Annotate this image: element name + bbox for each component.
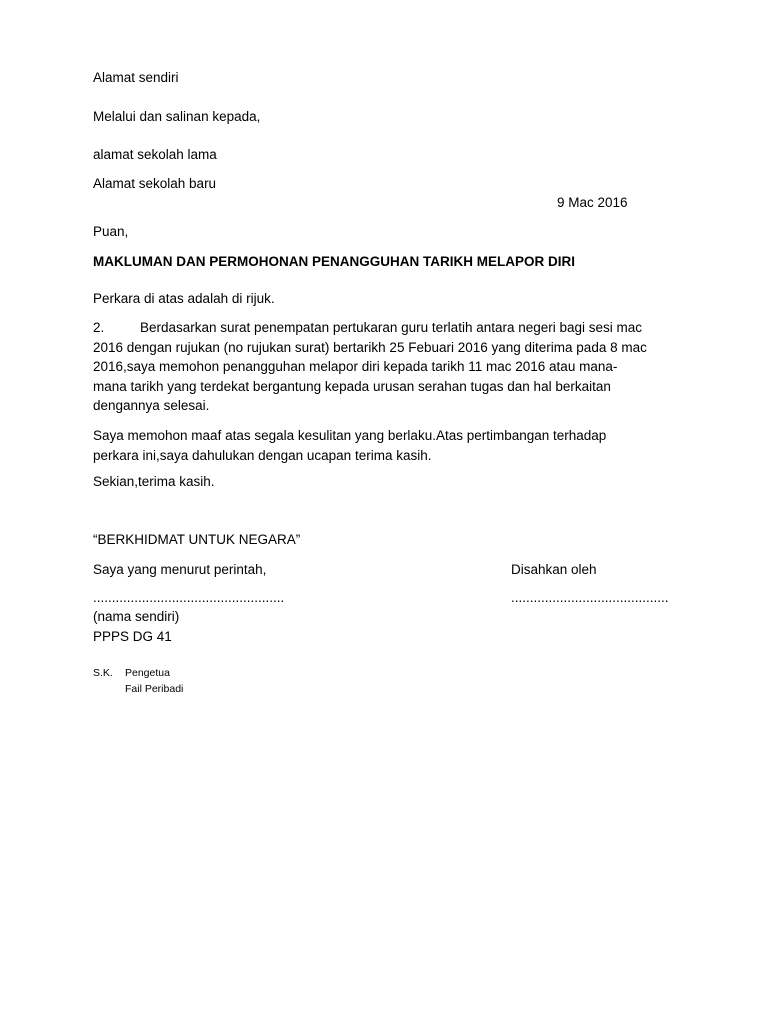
reference-line: Perkara di atas adalah di rijuk. xyxy=(93,291,275,306)
old-school-address: alamat sekolah lama xyxy=(93,147,217,162)
paragraph-2-line: 2016,saya memohon penangguhan melapor diri kepada tarikh 11 mac 2016 atau mana- xyxy=(93,359,618,374)
letter-subject: MAKLUMAN DAN PERMOHONAN PENANGGUHAN TARIKH MELAPOR DIRI xyxy=(93,254,575,269)
via-copy-line: Melalui dan salinan kepada, xyxy=(93,109,261,124)
signoff: Saya yang menurut perintah, xyxy=(93,562,267,577)
sender-grade: PPPS DG 41 xyxy=(93,629,172,644)
paragraph-3-line: perkara ini,saya dahulukan dengan ucapan terima kasih. xyxy=(93,447,432,463)
cc-recipient: Fail Peribadi xyxy=(125,683,184,695)
paragraph-2 xyxy=(93,318,653,416)
sender-name: (nama sendiri) xyxy=(93,609,180,624)
paragraph-2-line: 2. Berdasarkan surat penempatan pertukaran guru terlatih antara negeri bagi sesi mac xyxy=(93,318,653,338)
closing-line: Sekian,terima kasih. xyxy=(93,474,215,489)
cc-recipient: Pengetua xyxy=(125,667,170,679)
paragraph-3-line: Saya memohon maaf atas segala kesulitan yang berlaku.Atas pertimbangan terhadap xyxy=(93,428,607,443)
paragraph-number: 2. xyxy=(93,320,105,335)
paragraph-2-line: mana tarikh yang terdekat bergantung kepada urusan serahan tugas dan hal berkaitan xyxy=(93,378,611,394)
motto: “BERKHIDMAT UNTUK NEGARA” xyxy=(93,532,301,547)
signature-line-right: .......................................... xyxy=(511,590,669,605)
signature-line-left: ................................................... xyxy=(93,590,285,605)
cc-label: S.K. xyxy=(93,667,113,679)
paragraph-3 xyxy=(93,426,653,465)
paragraph-2-line: 2016 dengan rujukan (no rujukan surat) bertarikh 25 Febuari 2016 yang diterima pada 8 mac xyxy=(93,339,647,355)
new-school-address: Alamat sekolah baru xyxy=(93,176,217,191)
paragraph-2-line: dengannya selesai. xyxy=(93,398,210,413)
sender-address: Alamat sendiri xyxy=(93,70,179,85)
salutation: Puan, xyxy=(93,224,129,239)
letter-date: 9 Mac 2016 xyxy=(557,195,628,210)
verified-by-label: Disahkan oleh xyxy=(511,562,597,577)
